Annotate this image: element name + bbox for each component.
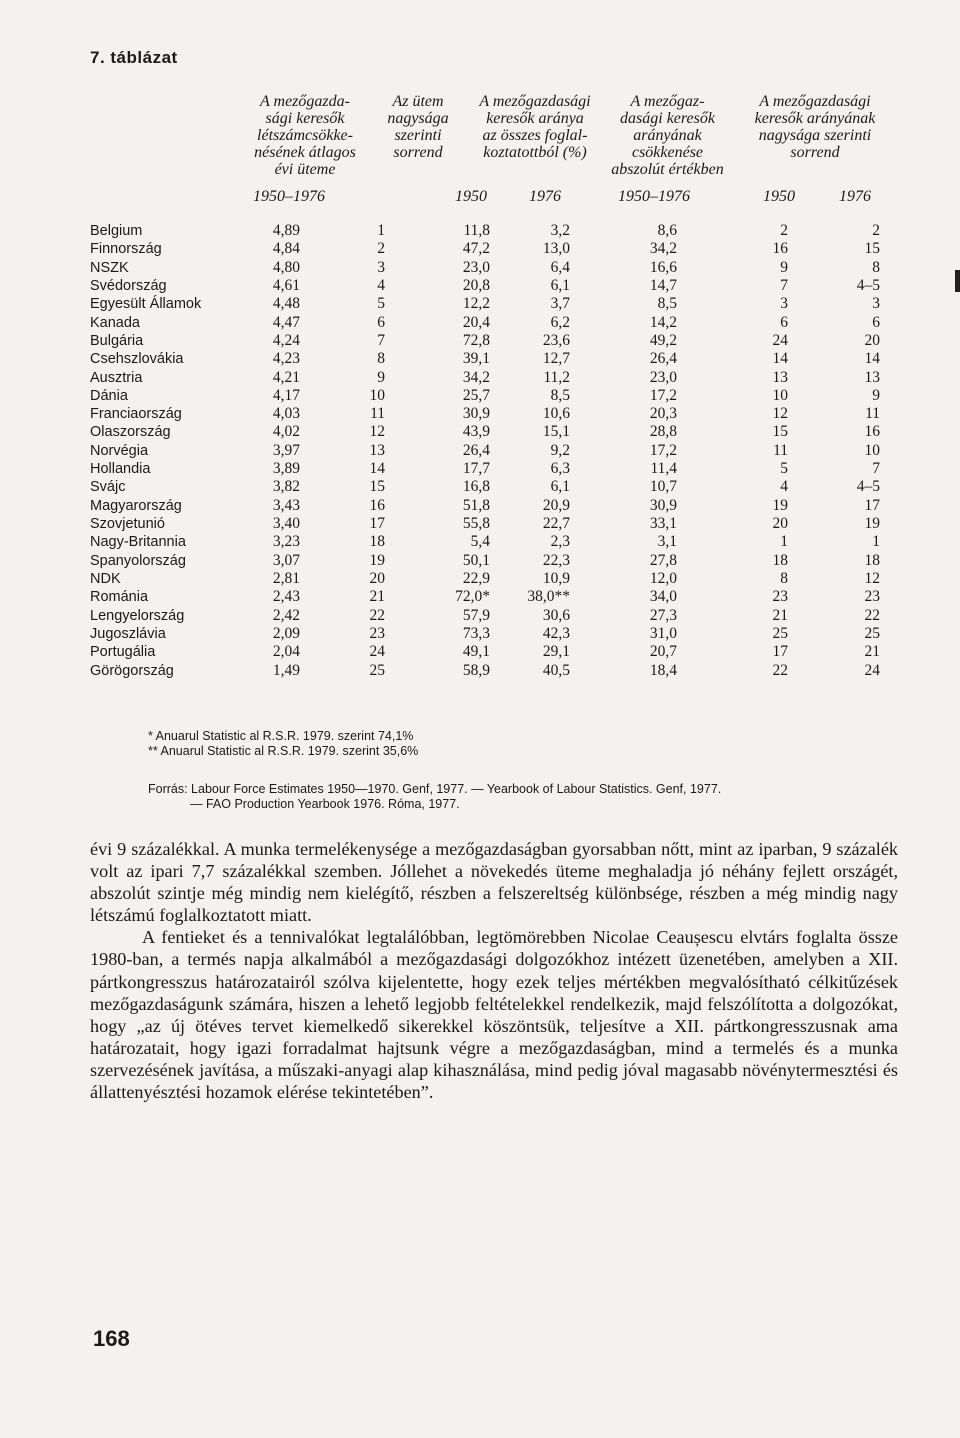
cell-r50: 6 [780, 313, 788, 331]
cell-dec: 27,8 [649, 551, 677, 569]
table-row [0, 387, 960, 405]
cell-pace: 2,43 [272, 588, 300, 606]
cell-country: Románia [90, 589, 149, 606]
cell-country: Belgium [90, 223, 143, 239]
cell-country: Nagy-Britannia [90, 534, 186, 551]
cell-s76: 15,1 [542, 423, 570, 441]
cell-s50: 20,8 [462, 276, 490, 294]
cell-rank: 22 [369, 606, 385, 624]
page-number: 168 [93, 1326, 130, 1351]
footnote-1: * Anuarul Statistic al R.S.R. 1979. szerint 74,1% [148, 729, 414, 743]
cell-s76: 2,3 [550, 533, 570, 551]
cell-rank: 2 [377, 240, 385, 258]
cell-pace: 3,23 [272, 533, 300, 551]
cell-rank: 9 [377, 368, 385, 386]
cell-dec: 27,3 [649, 606, 677, 624]
cell-s50: 57,9 [462, 606, 490, 624]
year-pace: 1950–1976 [253, 188, 325, 205]
cell-dec: 33,1 [649, 515, 677, 532]
table-row [0, 588, 960, 606]
cell-r76: 4–5 [856, 478, 880, 496]
cell-s76: 30,6 [542, 606, 570, 624]
cell-r76: 11 [865, 405, 880, 423]
cell-s50: 55,8 [462, 515, 490, 532]
cell-dec: 11,4 [650, 460, 677, 478]
cell-r50: 3 [780, 295, 788, 313]
cell-r50: 11 [773, 441, 788, 459]
cell-s50: 43,9 [462, 423, 490, 441]
cell-pace: 4,61 [272, 276, 300, 294]
cell-country: Lengyelország [90, 607, 185, 624]
cell-s50: 25,7 [462, 386, 490, 404]
cell-s76: 10,9 [542, 569, 570, 587]
cell-rank: 12 [369, 423, 385, 441]
cell-dec: 17,2 [649, 441, 677, 459]
table-row [0, 607, 960, 625]
cell-country: Franciaország [90, 406, 182, 423]
cell-pace: 3,89 [272, 460, 300, 478]
header-pace: A mezőgazda- sági keresők létszámcsökke- nésének átlagos évi üteme [254, 93, 356, 178]
cell-dec: 20,7 [649, 643, 677, 661]
cell-rank: 13 [369, 441, 385, 459]
cell-dec: 12,0 [649, 569, 677, 587]
cell-r50: 12 [772, 405, 788, 423]
cell-s50: 51,8 [462, 496, 490, 514]
cell-r50: 24 [772, 331, 788, 349]
cell-r50: 9 [780, 258, 788, 276]
cell-s50: 5,4 [470, 533, 490, 551]
cell-country: Olaszország [90, 424, 171, 441]
year-decline: 1950–1976 [618, 188, 690, 205]
cell-pace: 4,47 [272, 313, 300, 331]
cell-r76: 1 [872, 533, 880, 551]
cell-country: NDK [90, 570, 121, 587]
cell-r76: 25 [864, 624, 880, 642]
cell-r76: 12 [864, 569, 880, 587]
table-row [0, 442, 960, 460]
paragraph-2: A fentieket és a tennivalókat legtalálóbban, legtömörebben Nicolae Ceaușescu elvtárs foglalta össze 1980-ban, a termés napja alkalmából a mezőgazdasági dolgozókhoz intézett üzenetében, amelyben a XII. pártkongresszus határozatairól szólva kijelentette, hogy ezek teljes mértékben megvalósítható célkitűzések mezőgazdaságunk számára, hiszen a lehető legjobb feltételekkel rendelkezik, majd felszólította a dolgozókat, hogy „az új ötéves tervet kiemelkedő sikerekkel köszöntsük, teljesítve a XII. pártkongresszusnak ama határozatait, hogy igazi forradalmat hajtsunk végre a mezőgazdaságban, mind a termelés és a munka szervezésének javítása, a műszaki-anyagi alap kihasználása, mind pedig jóval magasabb növénytermesztési és állattenyésztési hozamok elérése tekintetében”. [90, 927, 898, 1103]
cell-s76: 3,2 [550, 222, 570, 239]
cell-s50: 47,2 [462, 240, 490, 258]
cell-rank: 8 [377, 350, 385, 368]
cell-s50: 17,7 [462, 460, 490, 478]
cell-pace: 3,40 [272, 515, 300, 532]
cell-r50: 2 [780, 222, 788, 239]
cell-r50: 18 [772, 551, 788, 569]
cell-s76: 42,3 [542, 624, 570, 642]
cell-s76: 22,3 [542, 551, 570, 569]
cell-country: Kanada [90, 314, 140, 331]
cell-rank: 6 [377, 313, 385, 331]
cell-r50: 1 [780, 533, 788, 551]
cell-r76: 15 [864, 240, 880, 258]
table-row [0, 332, 960, 350]
cell-pace: 4,02 [272, 423, 300, 441]
cell-r76: 21 [864, 643, 880, 661]
cell-s50: 34,2 [462, 368, 490, 386]
cell-r50: 22 [772, 661, 788, 679]
cell-s76: 23,6 [542, 331, 570, 349]
cell-r50: 15 [772, 423, 788, 441]
cell-r50: 10 [772, 386, 788, 404]
cell-dec: 17,2 [649, 386, 677, 404]
table-row [0, 460, 960, 478]
cell-r50: 13 [772, 368, 788, 386]
cell-dec: 20,3 [649, 405, 677, 423]
cell-r50: 7 [780, 276, 788, 294]
cell-s50: 72,8 [462, 331, 490, 349]
cell-country: Magyarország [90, 497, 182, 514]
cell-s50: 58,9 [462, 661, 490, 679]
cell-r76: 4–5 [856, 276, 880, 294]
cell-pace: 2,04 [272, 643, 300, 661]
cell-s76: 10,6 [542, 405, 570, 423]
cell-pace: 4,89 [272, 222, 300, 239]
cell-r76: 8 [872, 258, 880, 276]
table-row [0, 497, 960, 515]
cell-country: Egyesült Államok [90, 296, 202, 313]
cell-rank: 5 [377, 295, 385, 313]
table-row [0, 277, 960, 295]
cell-r50: 16 [772, 240, 788, 258]
cell-r76: 7 [872, 460, 880, 478]
cell-country: Bulgária [90, 332, 144, 349]
cell-s76: 38,0** [527, 588, 570, 606]
cell-s50: 11,8 [463, 222, 490, 239]
cell-pace: 4,17 [272, 386, 300, 404]
cell-country: Görögország [90, 662, 174, 679]
cell-dec: 3,1 [657, 533, 677, 551]
cell-country: Dánia [90, 387, 128, 404]
cell-s50: 23,0 [462, 258, 490, 276]
cell-s76: 8,5 [550, 386, 570, 404]
source-line-1: Forrás: Labour Force Estimates 1950—1970. Genf, 1977. — Yearbook of Labour Statistics. Genf, 1977. [148, 782, 722, 796]
cell-s76: 6,2 [550, 313, 570, 331]
cell-s76: 11,2 [543, 368, 570, 386]
cell-r76: 9 [872, 386, 880, 404]
cell-s76: 40,5 [542, 661, 570, 679]
table-row [0, 533, 960, 551]
cell-pace: 4,48 [272, 295, 300, 313]
cell-r50: 21 [772, 606, 788, 624]
table-row [0, 643, 960, 661]
table-row [0, 222, 960, 240]
cell-pace: 2,81 [272, 569, 300, 587]
cell-dec: 8,6 [657, 222, 677, 239]
cell-pace: 2,42 [272, 606, 300, 624]
cell-country: Szovjetunió [90, 516, 165, 532]
cell-r76: 6 [872, 313, 880, 331]
cell-rank: 17 [369, 515, 385, 532]
year-rank-1976: 1976 [839, 188, 871, 205]
cell-country: Norvégia [90, 442, 149, 459]
cell-r50: 5 [780, 460, 788, 478]
cell-s50: 26,4 [462, 441, 490, 459]
cell-dec: 49,2 [649, 331, 677, 349]
source-line-2: — FAO Production Yearbook 1976. Róma, 1977. [190, 797, 460, 811]
cell-dec: 28,8 [649, 423, 677, 441]
cell-rank: 24 [369, 643, 385, 661]
cell-s50: 73,3 [462, 624, 490, 642]
cell-s50: 12,2 [462, 295, 490, 313]
table-row [0, 625, 960, 643]
table-row [0, 295, 960, 313]
cell-s50: 20,4 [462, 313, 490, 331]
cell-r76: 19 [864, 515, 880, 532]
cell-country: Svédország [90, 277, 167, 294]
cell-r50: 17 [772, 643, 788, 661]
cell-rank: 23 [369, 624, 385, 642]
cell-r50: 8 [780, 569, 788, 587]
cell-s76: 6,4 [550, 258, 570, 276]
cell-s76: 6,1 [550, 276, 570, 294]
cell-s50: 16,8 [462, 478, 490, 496]
cell-r76: 16 [864, 423, 880, 441]
cell-pace: 3,82 [272, 478, 300, 496]
cell-r50: 19 [772, 496, 788, 514]
cell-dec: 34,0 [649, 588, 677, 606]
cell-s76: 13,0 [542, 240, 570, 258]
cell-dec: 34,2 [649, 240, 677, 258]
cell-s76: 12,7 [542, 350, 570, 368]
cell-pace: 4,21 [272, 368, 300, 386]
cell-dec: 10,7 [649, 478, 677, 496]
footnotes [148, 729, 418, 759]
cell-rank: 18 [369, 533, 385, 551]
cell-rank: 3 [377, 258, 385, 276]
cell-dec: 26,4 [649, 350, 677, 368]
cell-s76: 29,1 [542, 643, 570, 661]
cell-r50: 25 [772, 624, 788, 642]
cell-dec: 30,9 [649, 496, 677, 514]
header-share: A mezőgazdasági keresők aránya az összes foglal- koztatottból (%) [479, 93, 591, 161]
cell-dec: 16,6 [649, 258, 677, 276]
cell-dec: 8,5 [657, 295, 677, 313]
paragraph-1: évi 9 százalékkal. A munka termelékenysége a mezőgazdaságban gyorsabban nőtt, mint az iparban, 9 százalék volt az ipari 7,7 százalékkal szemben. Jóllehet a növekedés üteme meghaladja jó néhány fejlett országét, abszolút szintje még mindig nem kielégítő, részben a felszereltség különbsége, részben a még mindig nagy létszámú foglalkoztatott miatt. [90, 839, 898, 926]
cell-dec: 18,4 [649, 661, 677, 679]
cell-dec: 14,7 [649, 276, 677, 294]
cell-r50: 4 [780, 478, 788, 496]
body-text [90, 838, 898, 1103]
cell-country: Ausztria [90, 369, 143, 386]
cell-r76: 2 [872, 222, 880, 239]
source-note [148, 782, 721, 812]
footnote-2: ** Anuarul Statistic al R.S.R. 1979. szerint 35,6% [148, 744, 419, 758]
cell-country: Finnország [90, 241, 162, 258]
table-row [0, 350, 960, 368]
cell-pace: 1,49 [272, 661, 300, 679]
cell-s50: 72,0* [455, 588, 490, 606]
year-rank-1950: 1950 [763, 188, 795, 205]
cell-r76: 23 [864, 588, 880, 606]
cell-country: Svájc [90, 479, 126, 496]
cell-dec: 31,0 [649, 624, 677, 642]
cell-s76: 22,7 [542, 515, 570, 532]
table-row [0, 314, 960, 332]
cell-rank: 10 [369, 386, 385, 404]
cell-pace: 2,09 [272, 624, 300, 642]
cell-rank: 11 [370, 405, 385, 423]
cell-s50: 50,1 [462, 551, 490, 569]
cell-pace: 4,03 [272, 405, 300, 423]
cell-s50: 30,9 [462, 405, 490, 423]
cell-rank: 14 [369, 460, 385, 478]
cell-rank: 7 [377, 331, 385, 349]
cell-s50: 39,1 [462, 350, 490, 368]
table-row [0, 662, 960, 680]
header-decline: A mezőgaz- dasági keresők arányának csökkenése abszolút értékben [611, 93, 724, 178]
cell-r76: 18 [864, 551, 880, 569]
cell-pace: 3,43 [272, 496, 300, 514]
cell-pace: 3,97 [272, 441, 300, 459]
cell-country: Spanyolország [90, 552, 186, 569]
table-row [0, 478, 960, 496]
year-share-1950: 1950 [455, 188, 487, 205]
header-share-rank: A mezőgazdasági keresők arányának nagysága szerinti sorrend [754, 93, 876, 161]
cell-country: Portugália [90, 644, 156, 661]
cell-s76: 3,7 [550, 295, 570, 313]
cell-rank: 1 [377, 222, 385, 239]
cell-r76: 14 [864, 350, 880, 368]
year-share-1976: 1976 [529, 188, 561, 205]
cell-rank: 15 [369, 478, 385, 496]
cell-pace: 4,24 [272, 331, 300, 349]
table-title: 7. táblázat [90, 48, 178, 67]
table-row [0, 405, 960, 423]
cell-r50: 14 [772, 350, 788, 368]
cell-dec: 23,0 [649, 368, 677, 386]
cell-rank: 19 [369, 551, 385, 569]
header-rank: Az ütem nagysága szerinti sorrend [387, 93, 449, 161]
cell-s50: 49,1 [462, 643, 490, 661]
cell-r76: 17 [864, 496, 880, 514]
cell-country: Hollandia [90, 461, 151, 478]
cell-r76: 24 [864, 661, 880, 679]
cell-r76: 20 [864, 331, 880, 349]
table-row [0, 259, 960, 277]
table-row [0, 515, 960, 533]
cell-r50: 23 [772, 588, 788, 606]
cell-rank: 20 [369, 569, 385, 587]
cell-rank: 4 [377, 276, 385, 294]
cell-s76: 9,2 [550, 441, 570, 459]
data-table [0, 222, 960, 680]
cell-pace: 4,80 [272, 258, 300, 276]
cell-country: NSZK [90, 259, 129, 276]
cell-pace: 4,23 [272, 350, 300, 368]
cell-rank: 16 [369, 496, 385, 514]
cell-r76: 13 [864, 368, 880, 386]
cell-r50: 20 [772, 515, 788, 532]
cell-country: Jugoszlávia [90, 625, 166, 642]
cell-rank: 21 [369, 588, 385, 606]
cell-s76: 20,9 [542, 496, 570, 514]
table-row [0, 240, 960, 258]
cell-rank: 25 [369, 661, 385, 679]
table-row [0, 552, 960, 570]
table-row [0, 423, 960, 441]
cell-r76: 22 [864, 606, 880, 624]
cell-pace: 4,84 [272, 240, 300, 258]
cell-pace: 3,07 [272, 551, 300, 569]
cell-dec: 14,2 [649, 313, 677, 331]
cell-country: Csehszlovákia [90, 351, 184, 368]
cell-s76: 6,1 [550, 478, 570, 496]
cell-r76: 3 [872, 295, 880, 313]
table-row [0, 570, 960, 588]
cell-s76: 6,3 [550, 460, 570, 478]
cell-s50: 22,9 [462, 569, 490, 587]
cell-r76: 10 [864, 441, 880, 459]
table-row [0, 369, 960, 387]
